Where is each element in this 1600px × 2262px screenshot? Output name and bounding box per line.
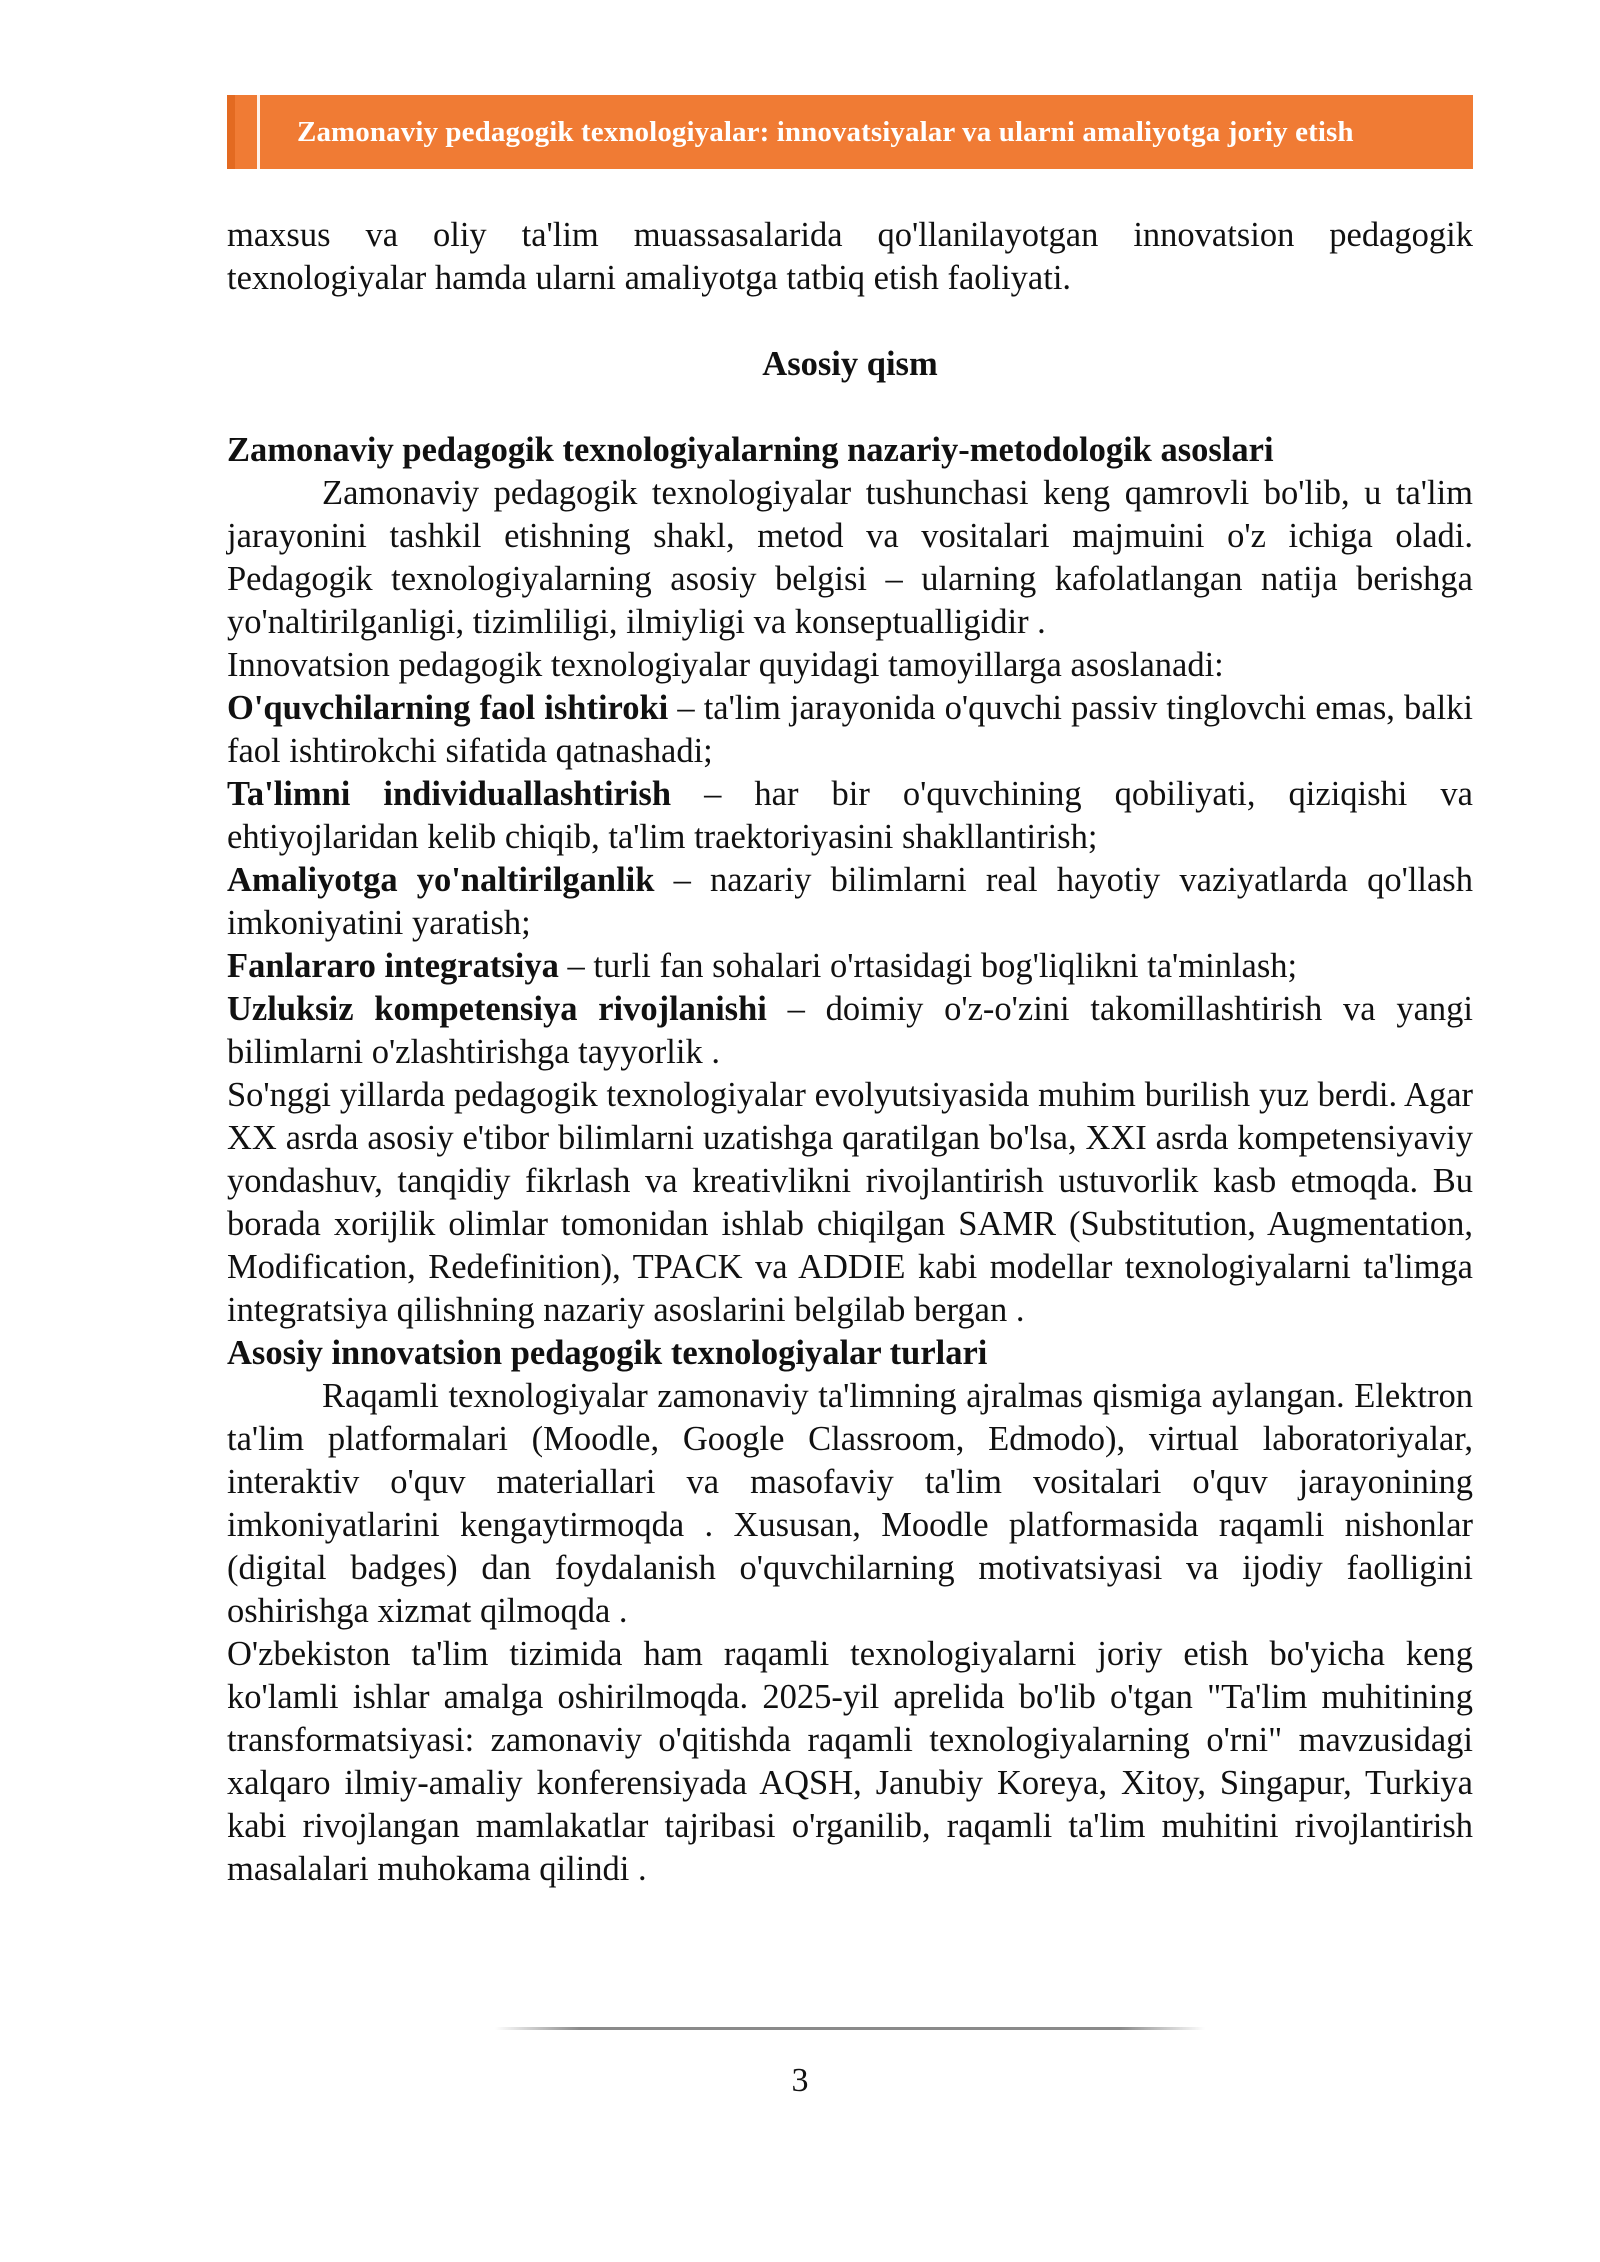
heading-theory: Zamonaviy pedagogik texnologiyalarning nazariy-metodologik asoslari <box>227 431 1274 469</box>
theory-paragraph: Zamonaviy pedagogik texnologiyalar tushunchasi keng qamrovli bo'lib, u ta'lim jarayonini tashkil etishning shakl, metod va vositalari majmuini o'z ichiga oladi. Pedagogik texnologiyalarning asosiy belgisi – ularning kafolatlangan natija berishga yo'naltirilganligi, tizimliligi, ilmiyligi va konseptualligidir . <box>227 474 1473 641</box>
evolution-paragraph: So'nggi yillarda pedagogik texnologiyalar evolyutsiyasida muhim burilish yuz berdi. Agar XX asrda asosiy e'tibor bilimlarni uzatishga qaratilgan bo'lsa, XXI asrda kompetensiyaviy yondashuv, tanqidiy fikrlash va kreativlikni rivojlantirish ustuvorlik kasb etmoqda. Bu borada xorijlik olimlar tomonidan ishlab chiqilgan SAMR (Substitution, Augmentation, Modification, Redefinition), TPACK va ADDIE kabi modellar texnologiyalarni ta'limga integratsiya qilishning nazariy asoslarini belgilab bergan . <box>227 1076 1473 1329</box>
principle-item <box>227 687 1473 773</box>
footer-divider <box>495 2027 1205 2030</box>
principle-text: – nazariy bilimlarni real hayotiy vaziyatlarda qo'llash imkoniyatini yaratish; <box>227 861 1473 942</box>
principle-term: Uzluksiz kompetensiya rivojlanishi <box>227 990 767 1028</box>
header-divider <box>257 95 260 169</box>
principle-item <box>227 945 1473 988</box>
page-content <box>227 214 1473 1891</box>
principle-text: – turli fan sohalari o'rtasidagi bog'liqlikni ta'minlash; <box>558 947 1298 985</box>
uzbekistan-paragraph: O'zbekiston ta'lim tizimida ham raqamli texnologiyalarni joriy etish bo'yicha keng ko'lamli ishlar amalga oshirilmoqda. 2025-yil aprelida bo'lib o'tgan "Ta'lim muhitining transformatsiyasi: zamonaviy o'qitishda raqamli texnologiyalarning o'rni" mavzusidagi xalqaro ilmiy-amaliy konferensiyada AQSH, Janubiy Koreya, Xitoy, Singapur, Turkiya kabi rivojlangan mamlakatlar tajribasi o'rganilib, raqamli ta'lim muhitini rivojlantirish masalalari muhokama qilindi . <box>227 1635 1473 1888</box>
digital-tech-paragraph: Raqamli texnologiyalar zamonaviy ta'limning ajralmas qismiga aylangan. Elektron ta'lim platformalari (Moodle, Google Classroom, Edmodo), virtual laboratoriyalar, interaktiv o'quv materiallari va masofaviy ta'lim vositalari o'quv jarayonining imkoniyatlarini kengaytirmoqda . Xususan, Moodle platformasida raqamli nishonlar (digital badges) dan foydalanish o'quvchilarning motivatsiyasi va ijodiy faolligini oshirishga xizmat qilmoqda . <box>227 1377 1473 1630</box>
header-title: Zamonaviy pedagogik texnologiyalar: innovatsiyalar va ularni amaliyotga joriy etish <box>297 115 1354 148</box>
principle-term: Ta'limni individuallashtirish <box>227 775 672 813</box>
principle-item <box>227 859 1473 945</box>
heading-types: Asosiy innovatsion pedagogik texnologiyalar turlari <box>227 1334 988 1372</box>
principle-item <box>227 988 1473 1074</box>
principle-text: – ta'lim jarayonida o'quvchi passiv tinglovchi emas, balki faol ishtirokchi sifatida qatnashadi; <box>227 689 1474 770</box>
principle-term: O'quvchilarning faol ishtiroki <box>227 689 669 727</box>
principle-text: – doimiy o'z-o'zini takomillashtirish va yangi bilimlarni o'zlashtirishga tayyorlik . <box>227 990 1473 1071</box>
principle-term: Fanlararo integratsiya <box>227 947 559 985</box>
page-number: 3 <box>791 2062 809 2099</box>
intro-paragraph: maxsus va oliy ta'lim muassasalarida qo'llanilayotgan innovatsion pedagogik texnologiyalar hamda ularni amaliyotga tatbiq etish faoliyati. <box>227 216 1473 297</box>
running-header <box>227 95 1473 169</box>
principles-intro: Innovatsion pedagogik texnologiyalar quyidagi tamoyillarga asoslanadi: <box>227 646 1224 684</box>
principle-text: – har bir o'quvchining qobiliyati, qiziqishi va ehtiyojlaridan kelib chiqib, ta'lim traektoriyasini shakllantirish; <box>227 775 1473 856</box>
principle-item <box>227 773 1473 859</box>
principle-term: Amaliyotga yo'naltirilganlik <box>227 861 655 899</box>
section-title: Asosiy qism <box>762 345 938 383</box>
